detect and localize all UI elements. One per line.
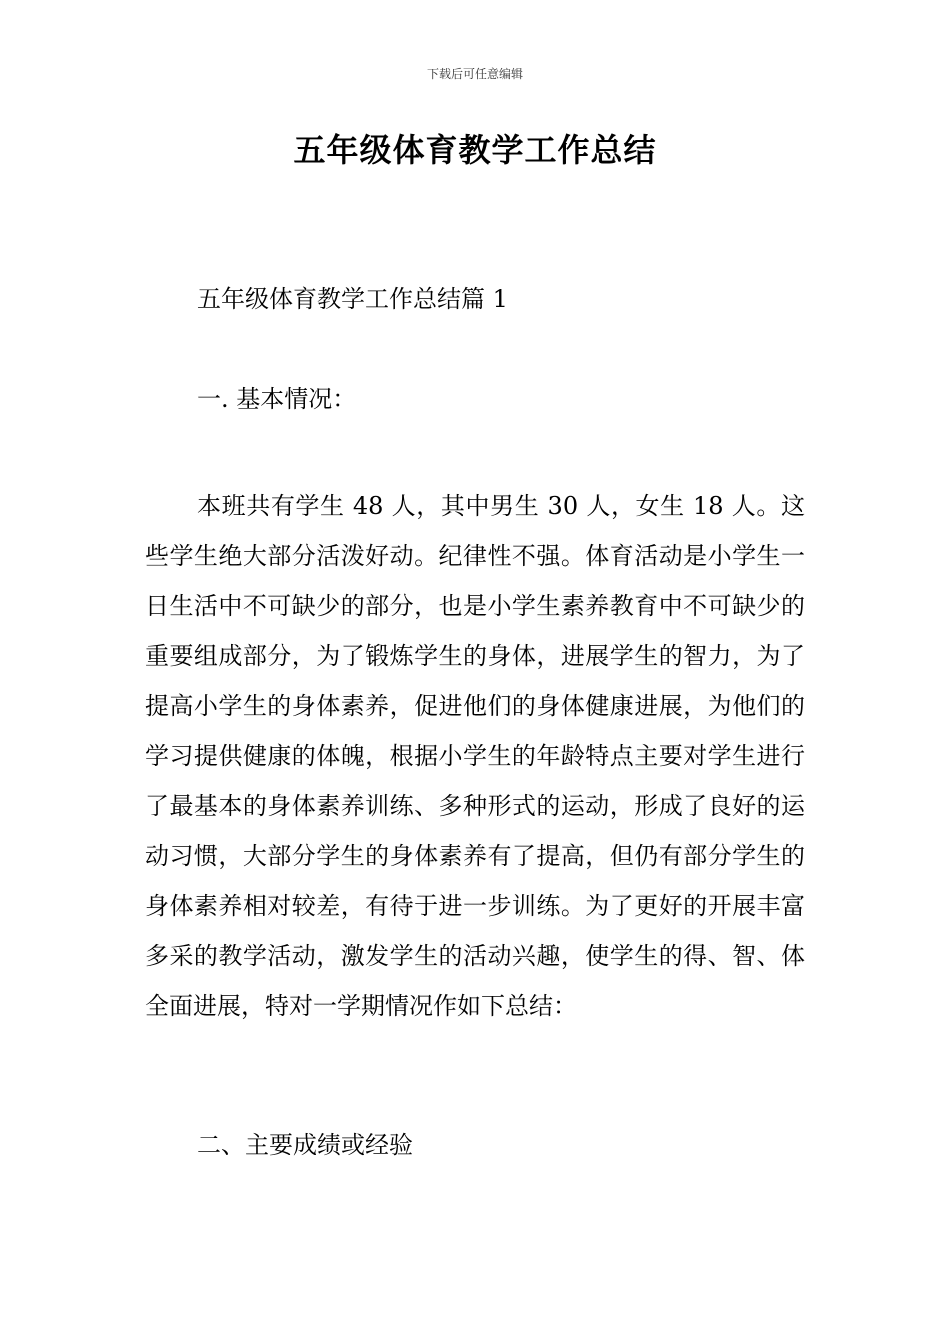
subheading-basic-situation: 一. 基本情况： <box>197 385 357 413</box>
subheading-main-achievements: 二、主要成绩或经验 <box>197 1131 413 1159</box>
header-note: 下载后可任意编辑 <box>426 67 523 81</box>
document-title: 五年级体育教学工作总结 <box>293 131 657 169</box>
paragraph-basic-situation: 本班共有学生 48 人，其中男生 30 人，女生 18 人。这些学生绝大部分活泼好动。纪律性不强。体育活动是小学生一日生活中不可缺少的部分，也是小学生素养教育中不可缺少的重要组成部分，为了锻炼学生的身体，进展学生的智力，为了提高小学生的身体素养，促进他们的身体健康进展，为他们的学习提供健康的体魄，根据小学生的年龄特点主要对学生进行了最基本的身体素养训练、多种形式的运动，形成了良好的运动习惯，大部分学生的身体素养有了提高，但仍有部分学生的身体素养相对较差，有待于进一步训练。为了更好的开展丰富多采的教学活动，激发学生的活动兴趣，使学生的得、智、体全面进展，特对一学期情况作如下总结： <box>145 492 805 1020</box>
section-heading: 五年级体育教学工作总结篇 1 <box>197 285 508 313</box>
